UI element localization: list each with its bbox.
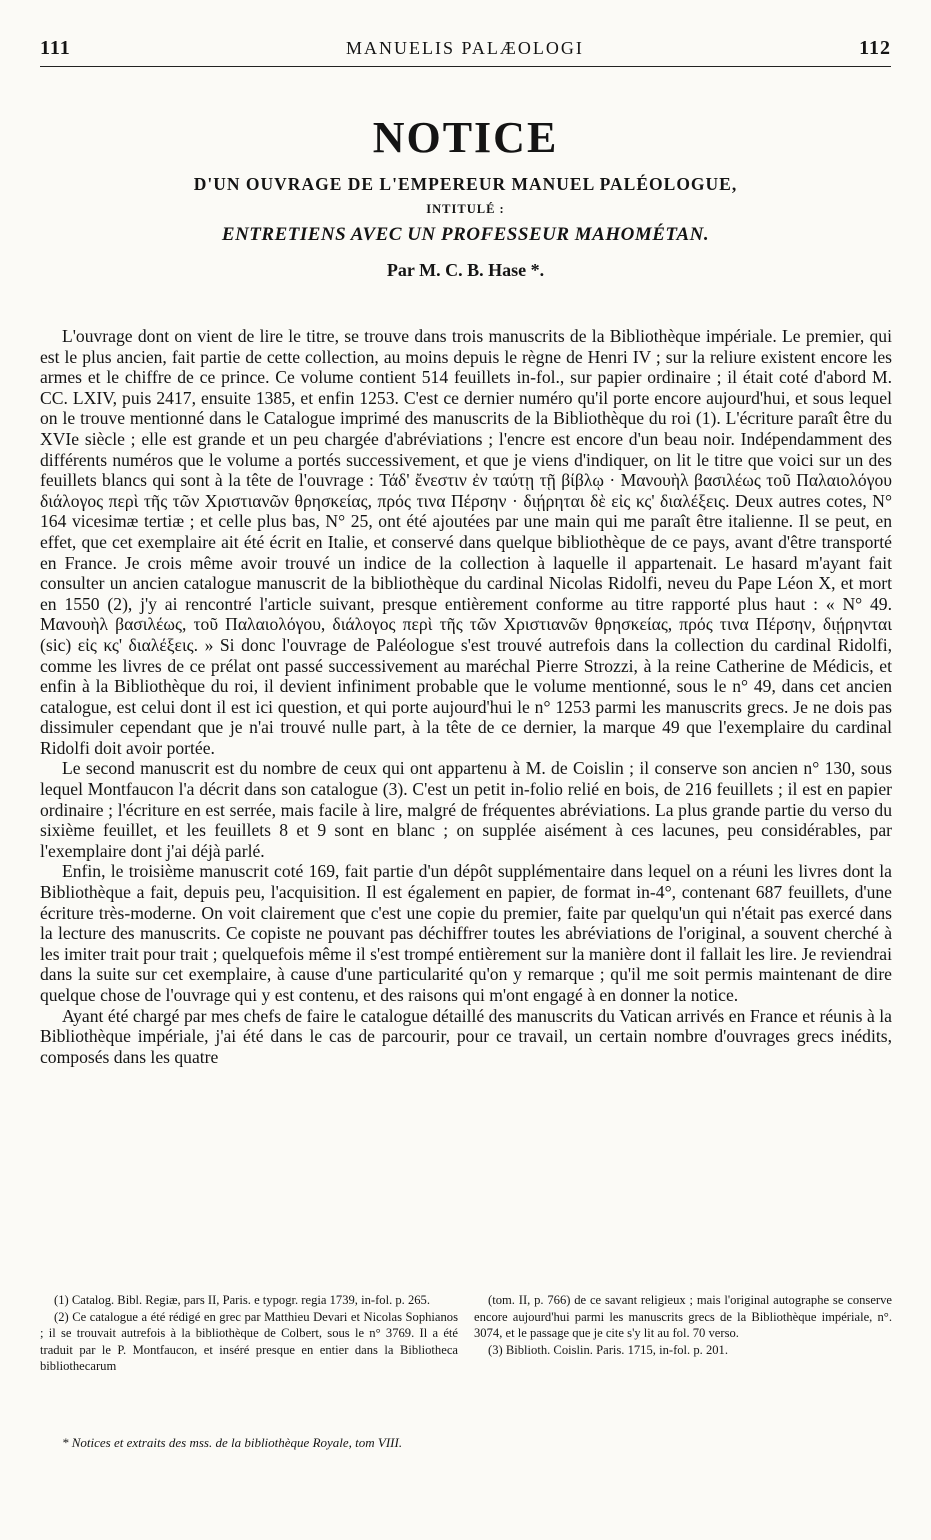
page-number-left: 111 [40, 36, 71, 59]
star-note: * Notices et extraits des mss. de la bibliothèque Royale, tom VIII. [62, 1435, 403, 1450]
footnotes-right-column [474, 1292, 892, 1375]
work-title: ENTRETIENS AVEC UN PROFESSEUR MAHOMÉTAN. [221, 224, 710, 245]
page-number-right: 112 [859, 36, 891, 59]
footnotes [40, 1292, 892, 1375]
notice-heading: NOTICE [372, 113, 559, 162]
footnote-1: (1) Catalog. Bibl. Regiæ, pars II, Paris. e typogr. regia 1739, in-fol. p. 265. [54, 1293, 431, 1307]
body-text [40, 326, 892, 1067]
running-title: MANUELIS PALÆOLOGI [346, 37, 584, 58]
body-paragraph: L'ouvrage dont on vient de lire le titre, se trouve dans trois manuscrits de la Bibliothèque impériale. Le premier, qui est le plus ancien, fait partie de cette collection, au moins depuis le règne de Henri IV ; sur la reliure existent encore les armes et le chiffre de ce prince. Ce volume contient 514 feuillets in-fol., sur papier ordinaire ; il était coté d'abord M. CC. LXIV, puis 2417, ensuite 1385, et enfin 1253. C'est ce dernier numéro qu'il porte encore aujourd'hui, et sous lequel on le trouve mentionné dans le Catalogue imprimé des manuscrits de la Bibliothèque du roi (1). L'écriture paraît être du XVIe siècle ; elle est grande et un peu chargée d'abréviations ; l'encre est encore d'un beau noir. Indépendamment des différents numéros que le volume a portés successivement, et que je viens d'indiquer, on lit le titre que voici sur un des feuillets blancs qui sont à la tête de l'ouvrage : Τάδ' ἔνεστιν ἐν ταύτῃ τῇ βίβλῳ · Μανουὴλ βασιλέως τοῦ Παλαιολόγου διάλογος περὶ τῆς τῶν Χριστιανῶν θρησκείας, πρός τινα Πέρσην · διῄρηται δὲ εἰς κς' διαλέξεις. Deux autres cotes, N° 164 vicesimæ tertiæ ; et celle plus bas, N° 25, ont été ajoutées par une main qui me paraît être italienne. Il se peut, en effet, que cet exemplaire ait été écrit en Italie, et conservé dans quelque bibliothèque de ce pays, avant d'être transporté en France. Je crois même avoir trouvé un indice de la collection à laquelle il appartenait. Le hasard m'ayant fait consulter un ancien catalogue manuscrit de la bibliothèque du cardinal Nicolas Ridolfi, neveu du Pape Léon X, et mort en 1550 (2), j'y ai rencontré l'article suivant, presque entièrement conforme au titre rapporté plus haut : « N° 49. Μανουὴλ βασιλέως, τοῦ Παλαιολόγου, διάλογος περὶ τῆς τῶν Χριστιανῶν θρησκείας, πρός τινα Πέρσην, διῄρηνται (sic) εἰς κς' διαλέξεις. » Si donc l'ouvrage de Paléologue s'est trouvé autrefois dans la collection du cardinal Ridolfi, comme les livres de ce prélat ont passé successivement au maréchal Pierre Strozzi, à la reine Catherine de Médicis, et enfin à la Bibliothèque du roi, il devient infiniment probable que le volume mentionné, sous le n° 49, dans cet ancien catalogue, est celui dont il est ici question, et qui porte aujourd'hui le n° 1253 parmi les manuscrits grecs. Je ne dois pas dissimuler cependant que je n'ai trouvé nulle part, à la tête de ce dernier, la marque 49 que l'exemplaire du cardinal Ridolfi doit avoir portée. [40, 326, 892, 758]
footnote-2: (2) Ce catalogue a été rédigé en grec par Matthieu Devari et Nicolas Sophianos ; il se trouvait autrefois à la bibliothèque de Colbert, sous le n° 3769. Il a été traduit par le P. Montfaucon, et inséré presque en entier dans la Bibliotheca bibliothecarum [40, 1309, 458, 1373]
footnote-3: (3) Biblioth. Coislin. Paris. 1715, in-fol. p. 201. [488, 1342, 728, 1357]
body-paragraph: Le second manuscrit est du nombre de ceux qui ont appartenu à M. de Coislin ; il conserve son ancien n° 130, sous lequel Montfaucon l'a décrit dans son catalogue (3). C'est un petit in-folio relié en bois, de 216 feuillets ; il est en papier ordinaire ; l'écriture en est serrée, mais facile à lire, malgré de fréquentes abréviations. La plus grande partie du verso du sixième feuillet, et les feuillets 8 et 9 sont en blanc ; on supplée aisément à ces lacunes, peu considérables, par l'exemplaire dont j'ai déjà parlé. [40, 758, 892, 861]
footnote-2-continued: (tom. II, p. 766) de ce savant religieux ; mais l'original autographe se conserve encore aujourd'hui parmi les manuscrits grecs de la Bibliothèque impériale, n°. 3074, et le passage que je cite s'y lit au fol. 70 verso. [474, 1293, 892, 1340]
footnotes-left-column [40, 1292, 458, 1375]
body-paragraph: Ayant été chargé par mes chefs de faire le catalogue détaillé des manuscrits du Vatican arrivés en France et réunis à la Bibliothèque impériale, j'ai été dans le cas de parcourir, pour ce travail, un certain nombre d'ouvrages grecs inédits, composés dans les quatre [40, 1005, 892, 1067]
title-block [40, 112, 891, 282]
intitule-label: INTITULÉ : [426, 202, 505, 216]
body-paragraph: Enfin, le troisième manuscrit coté 169, fait partie d'un dépôt supplémentaire dans lequel on a réuni les livres dont la Bibliothèque a fait, depuis peu, l'acquisition. Il est également en papier, de format in-4°, contenant 687 feuillets, d'une écriture très-moderne. On voit clairement que c'est une copie du premier, faite par quelqu'un qui n'était pas exercé dans la lecture des manuscrits. Ce copiste ne pouvant pas déchiffrer toutes les abréviations de l'original, a souvent cherché à les imiter trait pour trait ; quelquefois même il s'est trompé entièrement sur la manière dont il fallait les lire. Je reviendrai dans la suite sur cet exemplaire, à cause d'une particularité qu'on y remarque ; qu'il me soit permis maintenant de dire quelque chose de l'ouvrage qui y est contenu, et des raisons qui m'ont engagé à en donner la notice. [40, 861, 892, 1005]
running-head [40, 34, 891, 62]
notice-subtitle: D'UN OUVRAGE DE L'EMPEREUR MANUEL PALÉOLOGUE, [193, 174, 738, 194]
header-rule [40, 66, 891, 67]
author-line: Par M. C. B. Hase *. [386, 260, 545, 280]
